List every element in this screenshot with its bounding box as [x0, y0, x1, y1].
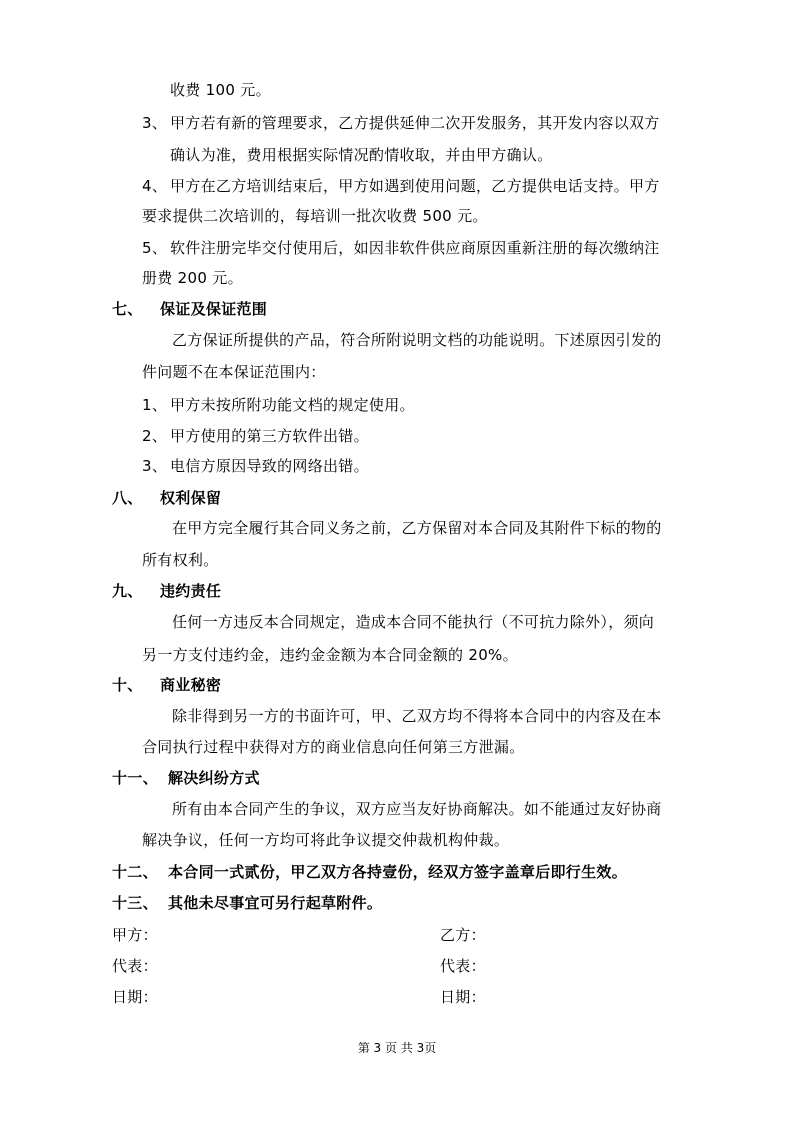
item-text: 电信方原因导致的网络出错。 — [170, 457, 369, 475]
section-7-item-1 — [142, 395, 415, 415]
section-text: 本合同一式贰份，甲乙双方各持壹份，经双方签字盖章后即行生效。 — [168, 863, 628, 881]
item-6-5 — [142, 238, 660, 258]
date-b-label: 日期： — [440, 988, 486, 1006]
item-number: 4、 — [142, 177, 168, 195]
item-text: 甲方若有新的管理要求，乙方提供延伸二次开发服务，其开发内容以双方 — [170, 114, 660, 132]
item-number: 3、 — [142, 457, 168, 475]
section-11-heading — [112, 768, 260, 788]
section-number: 十、 — [112, 676, 143, 694]
item-6-5-cont: 册费 200 元。 — [142, 269, 243, 287]
section-8-heading — [112, 488, 221, 508]
party-b-label: 乙方： — [440, 926, 486, 944]
section-number: 十一、 — [112, 769, 158, 787]
item-text: 软件注册完毕交付使用后，如因非软件供应商原因重新注册的每次缴纳注 — [170, 239, 660, 257]
item-text: 甲方使用的第三方软件出错。 — [170, 427, 369, 445]
section-7-item-3 — [142, 456, 369, 476]
rep-a-label: 代表： — [112, 957, 158, 975]
section-13-heading — [112, 893, 382, 913]
section-7-para-cont: 件问题不在本保证范围内： — [142, 363, 326, 381]
section-9-heading — [112, 581, 221, 601]
section-title: 解决纠纷方式 — [168, 769, 260, 787]
section-7-heading — [112, 299, 267, 319]
item-number: 5、 — [142, 239, 168, 257]
section-8-para: 在甲方完全履行其合同义务之前，乙方保留对本合同及其附件下标的物的 — [172, 519, 662, 537]
item-number: 2、 — [142, 427, 168, 445]
section-number: 十二、 — [112, 863, 158, 881]
section-12-heading — [112, 862, 627, 882]
fee-100-line: 收费 100 元。 — [170, 81, 271, 99]
section-10-para-cont: 合同执行过程中获得对方的商业信息向任何第三方泄漏。 — [142, 738, 525, 756]
section-11-para-cont: 解决争议，任何一方均可将此争议提交仲裁机构仲裁。 — [142, 831, 510, 849]
section-number: 十三、 — [112, 894, 158, 912]
section-11-para: 所有由本合同产生的争议，双方应当友好协商解决。如不能通过友好协商 — [172, 800, 662, 818]
item-text: 甲方在乙方培训结束后，甲方如遇到使用问题，乙方提供电话支持。甲方 — [170, 177, 660, 195]
section-10-para: 除非得到另一方的书面许可，甲、乙双方均不得将本合同中的内容及在本 — [172, 707, 662, 725]
rep-b-label: 代表： — [440, 957, 486, 975]
date-a-label: 日期： — [112, 988, 158, 1006]
section-9-para-cont: 另一方支付违约金，违约金金额为本合同金额的 20%。 — [142, 646, 518, 664]
section-7-para: 乙方保证所提供的产品，符合所附说明文档的功能说明。下述原因引发的 — [172, 331, 662, 349]
section-10-heading — [112, 675, 221, 695]
item-6-3-cont: 确认为准，费用根据实际情况酌情收取，并由甲方确认。 — [170, 146, 553, 164]
item-number: 3、 — [142, 114, 168, 132]
section-text: 其他未尽事宜可另行起草附件。 — [168, 894, 383, 912]
item-6-3 — [142, 113, 660, 133]
party-a-label: 甲方： — [112, 926, 158, 944]
page-footer: 第 3 页 共 3页 — [357, 1041, 437, 1055]
item-text: 甲方未按所附功能文档的规定使用。 — [170, 396, 415, 414]
section-7-item-2 — [142, 426, 369, 446]
section-number: 八、 — [112, 489, 143, 507]
item-6-4-cont: 要求提供二次培训的，每培训一批次收费 500 元。 — [142, 207, 488, 225]
section-title: 权利保留 — [160, 489, 222, 507]
section-title: 商业秘密 — [160, 676, 222, 694]
item-number: 1、 — [142, 396, 168, 414]
item-6-4 — [142, 176, 660, 196]
section-number: 七、 — [112, 300, 143, 318]
section-8-para-cont: 所有权利。 — [142, 551, 219, 569]
section-number: 九、 — [112, 582, 143, 600]
section-title: 违约责任 — [160, 582, 222, 600]
section-9-para: 任何一方违反本合同规定，造成本合同不能执行（不可抗力除外），须向 — [172, 613, 655, 631]
section-title: 保证及保证范围 — [160, 300, 268, 318]
